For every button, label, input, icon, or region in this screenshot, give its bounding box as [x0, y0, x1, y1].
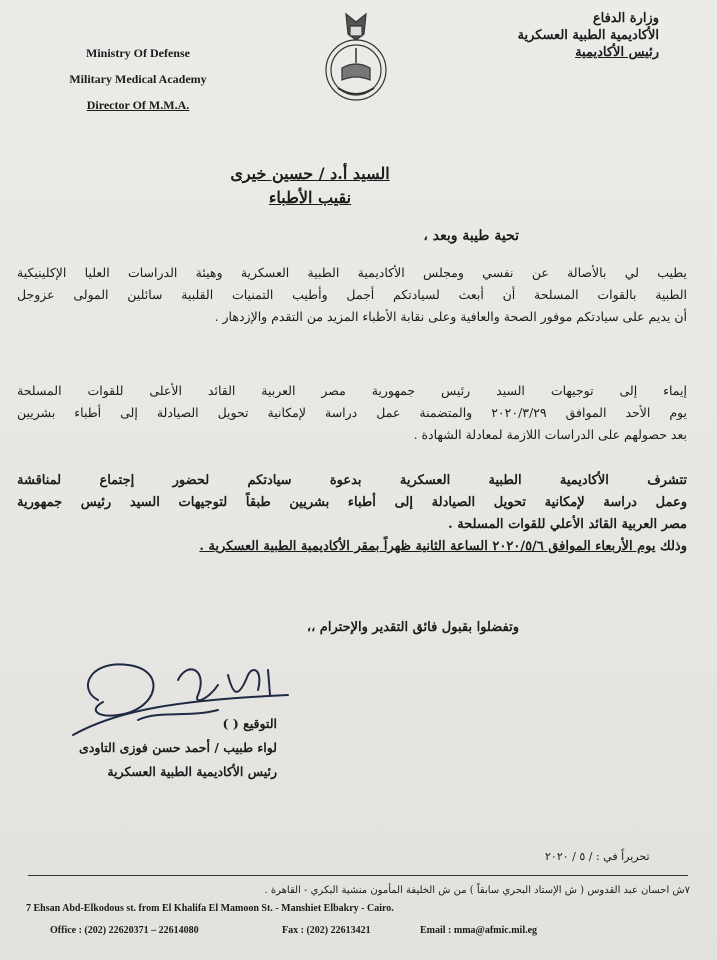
signatory-position: رئيس الأكاديمية الطبية العسكرية [107, 764, 277, 779]
meeting-prefix: وذلك [655, 539, 687, 554]
office-phone: Office : (202) 22620371 – 22614080 [50, 925, 199, 936]
paragraph-line: يوم الأحد الموافق ٢٠٢٠/٣/٢٩ والمتضمنة عمل دراسة لإمكانية تحويل الصيادلة إلى أطباء بشريين [17, 405, 687, 420]
signature-block [62, 712, 277, 784]
paragraph-line: تتشرف الأكاديمية الطبية العسكرية بدعوة سيادتكم لحضور إجتماع لمناقشة [17, 473, 687, 488]
paragraph-line: إيماء إلى توجيهات السيد رئيس جمهورية مصر العربية القائد الأعلى للقوات المسلحة [17, 383, 687, 398]
meeting-date-location: يوم الأربعاء الموافق ٢٠٢٠/٥/٦ الساعة الثانية ظهراً بمقر الأكاديمية الطبية العسكرية . [199, 539, 656, 554]
fax-number: Fax : (202) 22613421 [282, 925, 371, 936]
footer-address-en: 7 Ehsan Abd-Elkodous st. from El Khalifa El Mamoon St. - Manshiet Elbakry - Cairo. [26, 903, 394, 914]
paragraph-invitation [17, 470, 687, 558]
signatory-name: لواء طبيب / أحمد حسن فوزى التاودى [79, 740, 277, 755]
paragraph-line: يطيب لي بالأصالة عن نفسي ومجلس الأكاديمية الطبية العسكرية وهيئة الدراسات العليا الإكلينيكية [17, 265, 687, 280]
recipient-block [180, 162, 440, 210]
paragraph-line: مصر العربية القائد الأعلي للقوات المسلحة . [448, 517, 687, 532]
paragraph-line: وعمل دراسة لإمكانية تحويل الصيادلة إلى أطباء بشريين طبقاً لتوجيهات السيد رئيس جمهورية [17, 495, 687, 510]
letterhead-english [58, 40, 218, 118]
signature-label: التوقيع ( ) [222, 716, 277, 731]
academy-emblem-icon [320, 8, 392, 103]
email-address: Email : mma@afmic.mil.eg [420, 925, 538, 936]
footer-address-ar: ٧ش احسان عبد القدوس ( ش الإستاد البحري سابقاً ) من ش الخليفة المأمون منشية البكري - القاهرة . [264, 885, 690, 896]
director-title-en: Director Of M.M.A. [86, 98, 190, 112]
paragraph-line: بعد حصولهم على الدراسات اللازمة لمعادلة الشهادة . [413, 427, 687, 442]
director-title-ar: رئيس الأكاديمية [575, 45, 659, 60]
greeting: تحية طيبة وبعد ، [423, 228, 519, 244]
meeting-line [17, 536, 687, 558]
letterhead-arabic [459, 10, 659, 61]
recipient-name: السيد أ.د / حسين خيرى [230, 164, 390, 183]
recipient-title: نقيب الأطباء [268, 188, 352, 207]
ministry-name-ar: وزارة الدفاع [592, 11, 659, 26]
paragraph-intro [17, 262, 687, 328]
footer-divider [28, 875, 688, 876]
closing-line: وتفضلوا بقبول فائق التقدير والإحترام ،، [306, 620, 519, 635]
ministry-name-en: Ministry Of Defense [86, 46, 190, 60]
paragraph-directive [17, 380, 687, 446]
academy-name-en: Military Medical Academy [69, 72, 207, 86]
paragraph-line: الطبية بالقوات المسلحة أن أبعث لسيادتكم أجمل وأطيب التمنيات القلبية سائلين المولى عزوجل [17, 287, 687, 302]
academy-name-ar: الأكاديمية الطبية العسكرية [517, 28, 659, 43]
paragraph-line: أن يديم على سيادتكم موفور الصحة والعافية وعلى نقابة الأطباء المزيد من التقدم والإزدهار . [214, 309, 687, 324]
issue-date: تحريراً في : / ٥ / ٢٠٢٠ [545, 850, 650, 863]
